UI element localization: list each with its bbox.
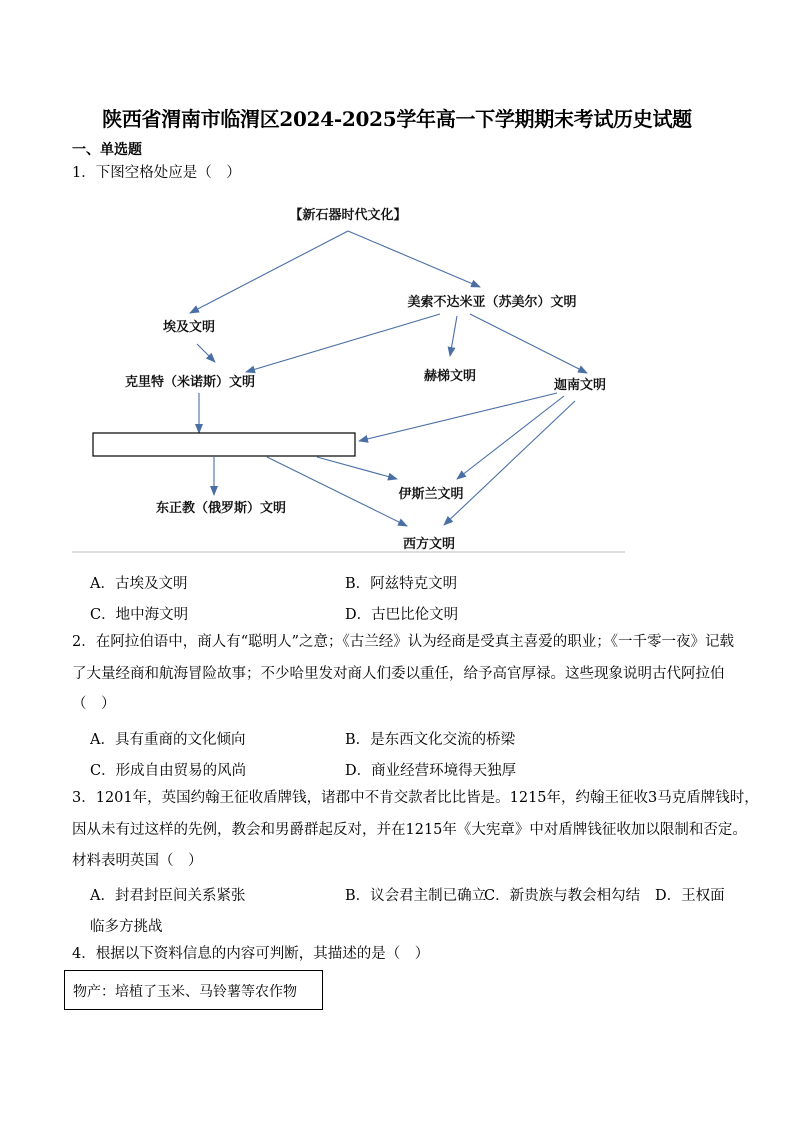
q1-option-a[interactable]: A．古埃及文明 <box>90 576 188 592</box>
question-2-line-2: 了大量经商和航海冒险故事；不少哈里发对商人们委以重任，给予高官厚禄。这些现象说明古代阿拉伯 <box>72 666 725 682</box>
arrow-blank-islam <box>317 457 397 479</box>
q2-option-d[interactable]: D．商业经营环境得天独厚 <box>345 763 517 779</box>
label-mesopotamia: 美索不达米亚（苏美尔）文明 <box>407 295 577 310</box>
arrow-canaan-blank <box>359 393 557 441</box>
page-title: 陕西省渭南市临渭区2024-2025学年高一下学期期末考试历史试题 <box>102 107 692 131</box>
question-3-line-2: 因从未有过这样的先例，教会和男爵群起反对，并在1215年《大宪章》中对盾牌钱征收加以限制和否定。 <box>72 822 747 838</box>
label-orthodox: 东正教（俄罗斯）文明 <box>155 501 287 516</box>
q1-option-c[interactable]: C．地中海文明 <box>90 607 189 623</box>
question-3-line-1: 3．1201年，英国约翰王征收盾牌钱，诸郡中不肯交款者比比皆是。1215年，约翰王征收3马克盾牌钱时， <box>72 790 759 806</box>
q3-option-c[interactable]: C．新贵族与教会相勾结 <box>484 888 641 904</box>
q1-option-d[interactable]: D．古巴比伦文明 <box>345 607 459 623</box>
q3-option-a[interactable]: A．封君封臣间关系紧张 <box>90 888 246 904</box>
q3-option-d[interactable]: D．王权面 <box>655 888 725 904</box>
arrow-mesopotamia-crete <box>246 314 440 372</box>
q4-material-box <box>64 970 323 1010</box>
arrow-canaan-islam <box>457 396 564 479</box>
label-neolithic: 【新石器时代文化】 <box>289 208 407 223</box>
label-egypt: 埃及文明 <box>162 320 216 335</box>
label-western: 西方文明 <box>402 537 456 552</box>
arrow-mesopotamia-canaan <box>470 314 587 373</box>
q2-option-c[interactable]: C．形成自由贸易的风尚 <box>90 763 247 779</box>
arrow-egypt-crete <box>197 344 215 362</box>
q3-option-b[interactable]: B．议会君主制已确立 <box>345 888 487 904</box>
civilization-flow-diagram <box>72 195 627 555</box>
question-4-stem: 4．根据以下资料信息的内容可判断，其描述的是（ ） <box>72 946 430 962</box>
label-islam: 伊斯兰文明 <box>398 487 464 502</box>
question-2-line-3: （ ） <box>72 696 116 712</box>
question-3-line-3: 材料表明英国（ ） <box>72 853 203 869</box>
arrow-mesopotamia-hittite <box>450 316 457 356</box>
question-2-line-1: 2．在阿拉伯语中，商人有“聪明人”之意；《古兰经》认为经商是受真主喜爱的职业；《一千零一夜》记载 <box>72 634 735 650</box>
question-1-stem: 1．下图空格处应是（ ） <box>72 165 241 181</box>
label-hittite: 赫梯文明 <box>423 369 477 384</box>
q3-option-d-continued: 临多方挑战 <box>90 919 163 935</box>
arrow-neolithic-egypt <box>190 231 348 313</box>
q4-material-text: 物产：培植了玉米、马铃薯等农作物 <box>73 984 297 1000</box>
section-heading: 一、单选题 <box>72 142 142 158</box>
arrow-canaan-western <box>444 401 575 525</box>
q1-option-b[interactable]: B．阿兹特克文明 <box>345 576 458 592</box>
arrow-blank-western <box>267 457 407 526</box>
q2-option-a[interactable]: A．具有重商的文化倾向 <box>90 732 246 748</box>
label-canaan: 迦南文明 <box>553 378 607 393</box>
blank-box <box>93 433 355 456</box>
arrow-neolithic-mesopotamia <box>348 231 480 287</box>
label-crete: 克里特（米诺斯）文明 <box>124 375 256 390</box>
q2-option-b[interactable]: B．是东西文化交流的桥梁 <box>345 732 516 748</box>
